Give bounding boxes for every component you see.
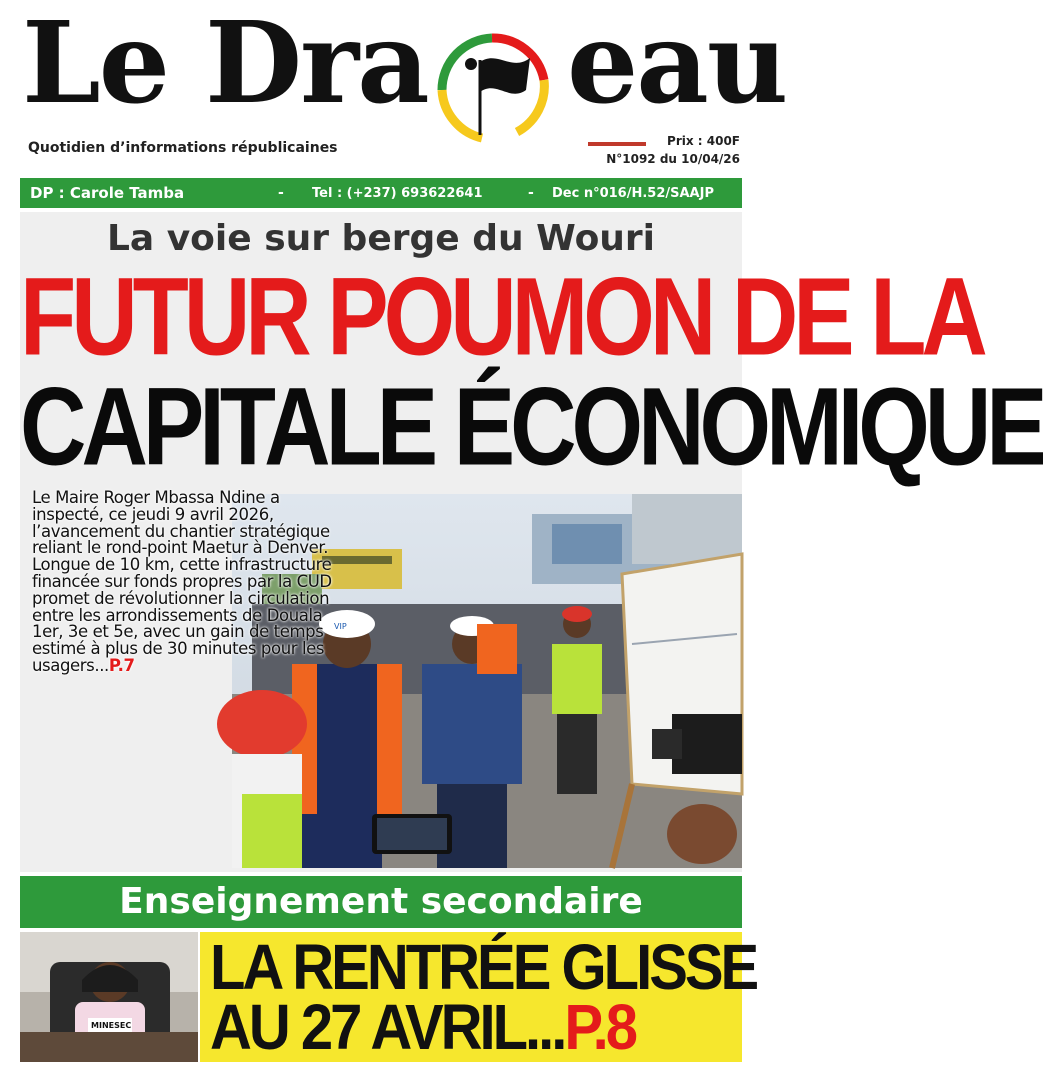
minister-photo bbox=[20, 932, 198, 1062]
lead-kicker: La voie sur berge du Wouri bbox=[106, 218, 656, 259]
second-headline-line2-text: AU 27 AVRIL... bbox=[210, 991, 565, 1064]
minister-nameplate: MINESEC bbox=[91, 1021, 132, 1030]
lead-page-reference: P.7 bbox=[108, 655, 135, 675]
separator: - bbox=[278, 185, 284, 201]
price-box bbox=[606, 134, 740, 166]
flag-emblem-icon bbox=[422, 20, 562, 140]
second-headline-line1: LA RENTRÉE GLISSE bbox=[210, 931, 757, 1004]
vest-label: VIP bbox=[334, 622, 347, 631]
director-of-publication: DP : Carole Tamba bbox=[30, 184, 185, 202]
declaration-number: Dec n°016/H.52/SAAJP bbox=[552, 185, 714, 201]
lead-headline-line1: FUTUR POUMON DE LA bbox=[20, 256, 983, 379]
section-title-bar: Enseignement secondaire bbox=[20, 876, 742, 928]
masthead-title-left: Le Dra bbox=[22, 0, 428, 129]
publisher-info-bar bbox=[20, 178, 742, 208]
separator: - bbox=[528, 185, 534, 201]
lead-story-body bbox=[32, 490, 332, 675]
second-headline-line2 bbox=[210, 991, 635, 1064]
second-page-reference: P.8 bbox=[564, 991, 635, 1064]
masthead-title-right: eau bbox=[567, 0, 787, 129]
tagline: Quotidien d’informations républicaines bbox=[28, 140, 338, 156]
lead-headline-line2: CAPITALE ÉCONOMIQUE bbox=[20, 366, 1043, 489]
lead-story-text: Le Maire Roger Mbassa Ndine a inspecté, ce jeudi 9 avril 2026, l’avancement du chantier stratégique reliant le rond-point Maetur à Denver. Longue de 10 km, cette infrastructure financée sur fonds propres par la CUD promet de révolutionner la circulation entre les arrondissements de Douala 1er, 3e et 5e, avec un gain de temps estimé à plus de 30 minutes pour les usagers... bbox=[32, 488, 332, 675]
masthead-title bbox=[22, 0, 787, 129]
telephone: Tel : (+237) 693622641 bbox=[312, 185, 483, 201]
price: Prix : 400F bbox=[667, 134, 740, 148]
issue-number: N°1092 du 10/04/26 bbox=[606, 152, 740, 166]
